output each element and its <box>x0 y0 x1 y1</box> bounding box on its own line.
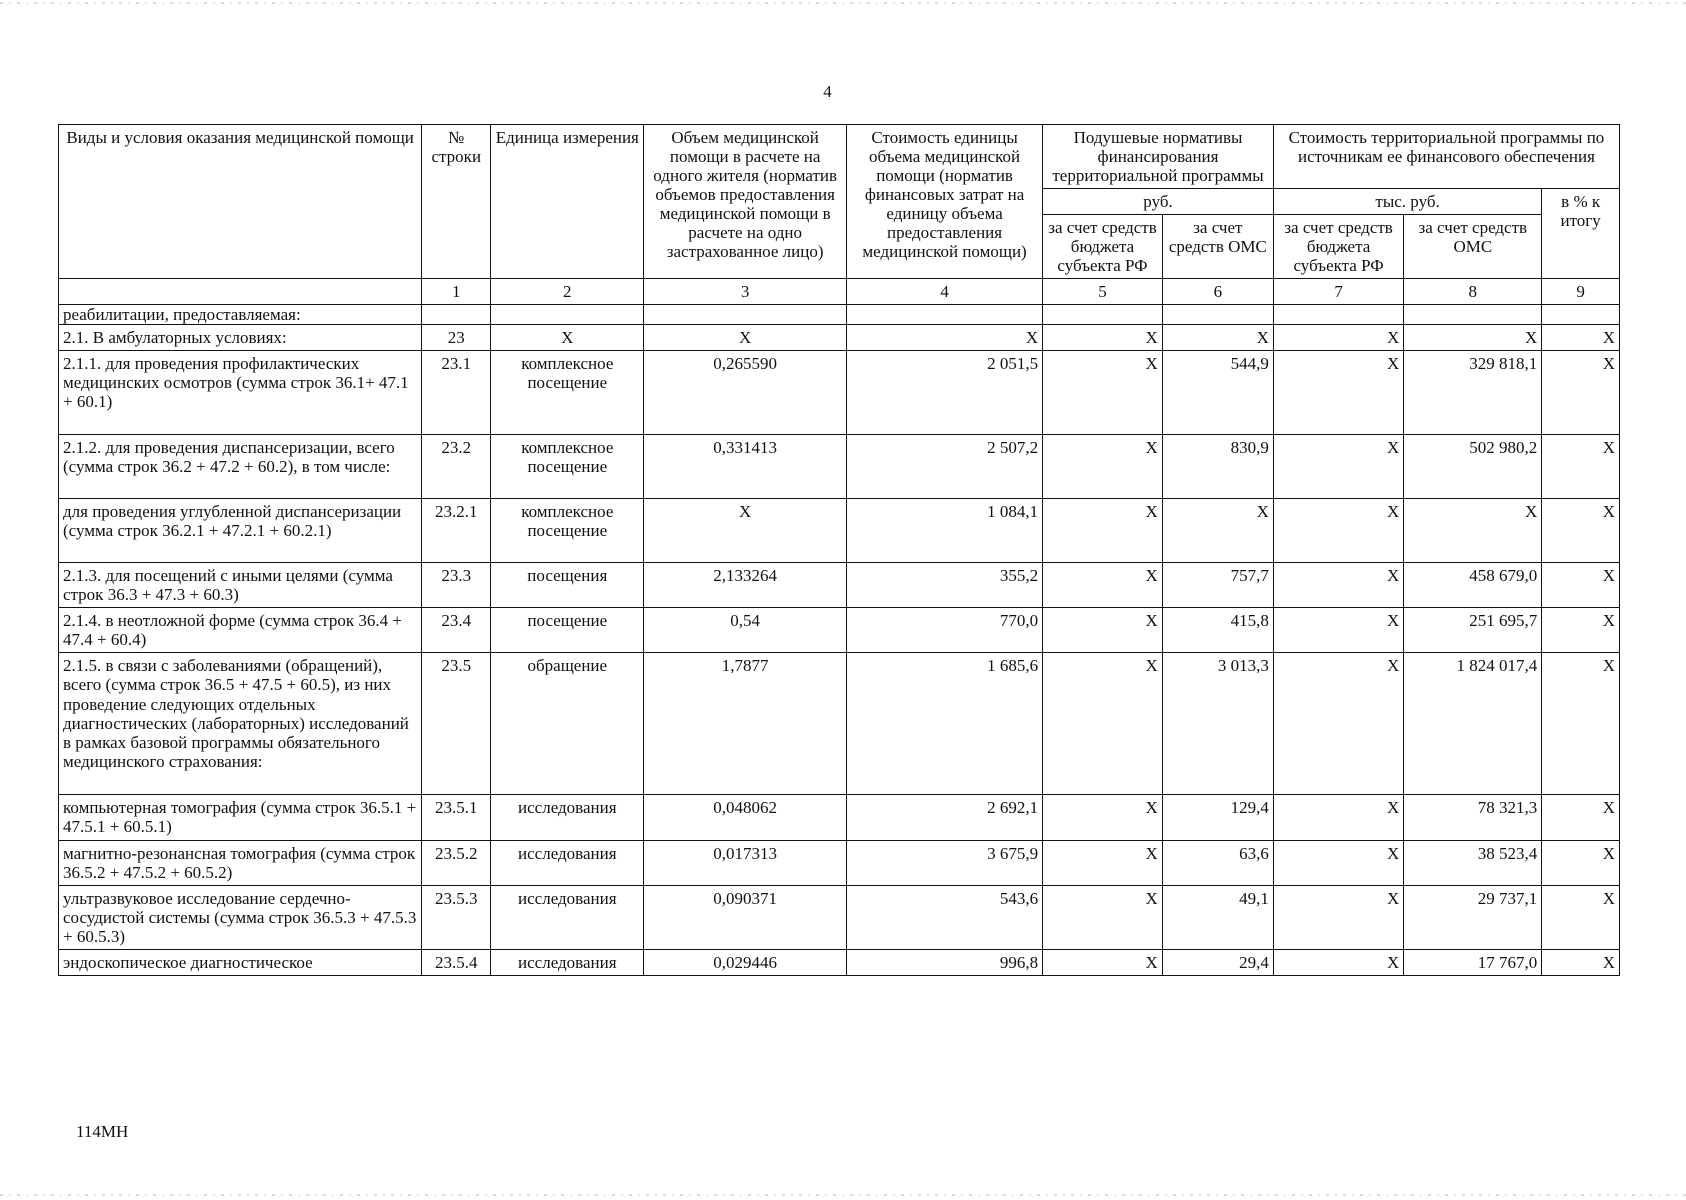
cell-budget-rf-rub <box>1043 305 1163 325</box>
cell-unit: исследования <box>491 885 644 949</box>
funding-table <box>58 124 1620 976</box>
cell-row-no: 23.1 <box>422 351 491 435</box>
cell-budget-rf-thousand: Х <box>1273 885 1403 949</box>
cell-volume: 0,017313 <box>644 840 847 885</box>
cell-oms-rub: 757,7 <box>1162 563 1273 608</box>
cell-row-no: 23.5.2 <box>422 840 491 885</box>
cell-budget-rf-rub: Х <box>1043 325 1163 351</box>
table-row <box>59 840 1620 885</box>
table-row <box>59 351 1620 435</box>
col-number: 9 <box>1542 279 1620 305</box>
cell-budget-rf-thousand: Х <box>1273 840 1403 885</box>
cell-unit: исследования <box>491 840 644 885</box>
table-row <box>59 608 1620 653</box>
cell-type: реабилитации, предоставляемая: <box>59 305 422 325</box>
cell-oms-thousand: 251 695,7 <box>1404 608 1542 653</box>
cell-budget-rf-rub: Х <box>1043 499 1163 563</box>
cell-pct-of-total: Х <box>1542 563 1620 608</box>
col-number: 2 <box>491 279 644 305</box>
cell-budget-rf-thousand: Х <box>1273 435 1403 499</box>
cell-row-no: 23 <box>422 325 491 351</box>
cell-unit-cost: 2 507,2 <box>846 435 1042 499</box>
col-number: 8 <box>1404 279 1542 305</box>
cell-unit: комплексное посещение <box>491 499 644 563</box>
cell-oms-thousand: 38 523,4 <box>1404 840 1542 885</box>
table-row <box>59 563 1620 608</box>
cell-type: 2.1.2. для проведения диспансеризации, всего (сумма строк 36.2 + 47.2 + 60.2), в том числе: <box>59 435 422 499</box>
cell-budget-rf-rub: Х <box>1043 949 1163 975</box>
header-oms-8: за счет средств ОМС <box>1404 215 1542 279</box>
cell-type: компьютерная томография (сумма строк 36.5.1 + 47.5.1 + 60.5.1) <box>59 795 422 840</box>
cell-volume: 0,331413 <box>644 435 847 499</box>
cell-unit-cost: 355,2 <box>846 563 1042 608</box>
cell-oms-thousand: 29 737,1 <box>1404 885 1542 949</box>
cell-oms-thousand: Х <box>1404 325 1542 351</box>
cell-budget-rf-rub: Х <box>1043 840 1163 885</box>
header-per-capita-group: Подушевые нормативы финансирования территориальной программы <box>1043 125 1274 189</box>
cell-pct-of-total: Х <box>1542 325 1620 351</box>
cell-pct-of-total: Х <box>1542 795 1620 840</box>
cell-budget-rf-rub: Х <box>1043 563 1163 608</box>
header-types: Виды и условия оказания медицинской помощи <box>59 125 422 279</box>
cell-unit-cost: 996,8 <box>846 949 1042 975</box>
cell-oms-rub: 29,4 <box>1162 949 1273 975</box>
cell-budget-rf-thousand <box>1273 305 1403 325</box>
col-number: 5 <box>1043 279 1163 305</box>
cell-budget-rf-thousand: Х <box>1273 653 1403 795</box>
cell-unit-cost: 1 084,1 <box>846 499 1042 563</box>
header-unit-rub: руб. <box>1043 189 1274 215</box>
header-cost-total-group: Стоимость территориальной программы по источникам ее финансового обеспечения <box>1273 125 1619 189</box>
header-budget-rf-5: за счет средств бюджета субъекта РФ <box>1043 215 1163 279</box>
cell-oms-rub: 63,6 <box>1162 840 1273 885</box>
column-number-row <box>59 279 1620 305</box>
cell-oms-rub: Х <box>1162 499 1273 563</box>
cell-unit-cost: 2 051,5 <box>846 351 1042 435</box>
col-number: 3 <box>644 279 847 305</box>
cell-row-no: 23.5.1 <box>422 795 491 840</box>
cell-row-no: 23.2.1 <box>422 499 491 563</box>
cell-oms-thousand: 1 824 017,4 <box>1404 653 1542 795</box>
cell-volume: 0,54 <box>644 608 847 653</box>
cell-oms-rub: 129,4 <box>1162 795 1273 840</box>
cell-pct-of-total: Х <box>1542 840 1620 885</box>
cell-unit <box>491 305 644 325</box>
cell-unit-cost: Х <box>846 325 1042 351</box>
cell-pct-of-total: Х <box>1542 885 1620 949</box>
cell-oms-rub: 3 013,3 <box>1162 653 1273 795</box>
cell-unit: комплексное посещение <box>491 435 644 499</box>
cell-type: магнитно-резонансная томография (сумма строк 36.5.2 + 47.5.2 + 60.5.2) <box>59 840 422 885</box>
header-oms-6: за счет средств ОМС <box>1162 215 1273 279</box>
col-number: 7 <box>1273 279 1403 305</box>
cell-oms-thousand <box>1404 305 1542 325</box>
cell-volume: 0,048062 <box>644 795 847 840</box>
table-row <box>59 305 1620 325</box>
col-number: 4 <box>846 279 1042 305</box>
cell-oms-rub: Х <box>1162 325 1273 351</box>
cell-budget-rf-thousand: Х <box>1273 563 1403 608</box>
cell-oms-rub <box>1162 305 1273 325</box>
cell-budget-rf-rub: Х <box>1043 608 1163 653</box>
cell-row-no: 23.4 <box>422 608 491 653</box>
cell-unit: посещение <box>491 608 644 653</box>
cell-budget-rf-rub: Х <box>1043 885 1163 949</box>
cell-type: 2.1.5. в связи с заболеваниями (обращений), всего (сумма строк 36.5 + 47.5 + 60.5), из них проведение следующих отдельных диагностических (лабораторных) исследований в рамках базовой программы обязательного медицинского страхования: <box>59 653 422 795</box>
header-row-no: № строки <box>422 125 491 279</box>
cell-unit-cost: 770,0 <box>846 608 1042 653</box>
cell-volume: Х <box>644 325 847 351</box>
col-number <box>59 279 422 305</box>
header-unit-thousand-rub: тыс. руб. <box>1273 189 1541 215</box>
cell-oms-thousand: Х <box>1404 499 1542 563</box>
cell-oms-rub: 830,9 <box>1162 435 1273 499</box>
cell-type: 2.1.1. для проведения профилактических медицинских осмотров (сумма строк 36.1+ 47.1 + 60.1) <box>59 351 422 435</box>
cell-budget-rf-rub: Х <box>1043 351 1163 435</box>
table-row <box>59 499 1620 563</box>
table-row <box>59 885 1620 949</box>
cell-oms-thousand: 502 980,2 <box>1404 435 1542 499</box>
cell-budget-rf-thousand: Х <box>1273 325 1403 351</box>
cell-unit-cost <box>846 305 1042 325</box>
cell-volume: Х <box>644 499 847 563</box>
cell-pct-of-total: Х <box>1542 435 1620 499</box>
cell-pct-of-total <box>1542 305 1620 325</box>
cell-unit: обращение <box>491 653 644 795</box>
cell-oms-rub: 544,9 <box>1162 351 1273 435</box>
cell-unit: исследования <box>491 795 644 840</box>
table-row <box>59 653 1620 795</box>
cell-oms-rub: 49,1 <box>1162 885 1273 949</box>
cell-pct-of-total: Х <box>1542 949 1620 975</box>
cell-pct-of-total: Х <box>1542 499 1620 563</box>
scan-artifact-top <box>0 2 1686 4</box>
cell-pct-of-total: Х <box>1542 608 1620 653</box>
cell-pct-of-total: Х <box>1542 351 1620 435</box>
cell-unit-cost: 2 692,1 <box>846 795 1042 840</box>
cell-oms-rub: 415,8 <box>1162 608 1273 653</box>
cell-oms-thousand: 329 818,1 <box>1404 351 1542 435</box>
table-row <box>59 949 1620 975</box>
scan-artifact-bottom <box>0 1194 1686 1196</box>
col-number: 6 <box>1162 279 1273 305</box>
cell-volume: 1,7877 <box>644 653 847 795</box>
cell-unit: исследования <box>491 949 644 975</box>
cell-volume <box>644 305 847 325</box>
col-number: 1 <box>422 279 491 305</box>
cell-budget-rf-rub: Х <box>1043 795 1163 840</box>
cell-unit-cost: 3 675,9 <box>846 840 1042 885</box>
cell-type: 2.1.4. в неотложной форме (сумма строк 36.4 + 47.4 + 60.4) <box>59 608 422 653</box>
header-volume: Объем медицинской помощи в расчете на одного жителя (норматив объемов предоставления медицинской помощи в расчете на одно застрахованное лицо) <box>644 125 847 279</box>
cell-unit-cost: 543,6 <box>846 885 1042 949</box>
cell-budget-rf-thousand: Х <box>1273 608 1403 653</box>
cell-budget-rf-thousand: Х <box>1273 499 1403 563</box>
table-row <box>59 435 1620 499</box>
header-pct-of-total: в % к итогу <box>1542 189 1620 279</box>
cell-row-no: 23.2 <box>422 435 491 499</box>
cell-volume: 2,133264 <box>644 563 847 608</box>
header-budget-rf-7: за счет средств бюджета субъекта РФ <box>1273 215 1403 279</box>
cell-pct-of-total: Х <box>1542 653 1620 795</box>
cell-budget-rf-thousand: Х <box>1273 795 1403 840</box>
header-unit: Единица измерения <box>491 125 644 279</box>
cell-type: ультразвуковое исследование сердечно-сосудистой системы (сумма строк 36.5.3 + 47.5.3 + 60.5.3) <box>59 885 422 949</box>
cell-unit: Х <box>491 325 644 351</box>
cell-oms-thousand: 17 767,0 <box>1404 949 1542 975</box>
cell-row-no: 23.5.4 <box>422 949 491 975</box>
document-code: 114МН <box>76 1122 129 1141</box>
cell-type: эндоскопическое диагностическое <box>59 949 422 975</box>
cell-row-no: 23.5 <box>422 653 491 795</box>
cell-type: 2.1.3. для посещений с иными целями (сумма строк 36.3 + 47.3 + 60.3) <box>59 563 422 608</box>
cell-type: для проведения углубленной диспансеризации (сумма строк 36.2.1 + 47.2.1 + 60.2.1) <box>59 499 422 563</box>
cell-budget-rf-rub: Х <box>1043 653 1163 795</box>
cell-row-no: 23.3 <box>422 563 491 608</box>
cell-budget-rf-thousand: Х <box>1273 949 1403 975</box>
table-row <box>59 795 1620 840</box>
cell-volume: 0,090371 <box>644 885 847 949</box>
page-number: 4 <box>823 82 832 101</box>
cell-row-no: 23.5.3 <box>422 885 491 949</box>
cell-volume: 0,029446 <box>644 949 847 975</box>
cell-row-no <box>422 305 491 325</box>
header-unit-cost: Стоимость единицы объема медицинской помощи (норматив финансовых затрат на единицу объема предоставления медицинской помощи) <box>846 125 1042 279</box>
cell-unit-cost: 1 685,6 <box>846 653 1042 795</box>
table-row <box>59 325 1620 351</box>
cell-unit: комплексное посещение <box>491 351 644 435</box>
cell-volume: 0,265590 <box>644 351 847 435</box>
cell-unit: посещения <box>491 563 644 608</box>
cell-budget-rf-rub: Х <box>1043 435 1163 499</box>
cell-oms-thousand: 458 679,0 <box>1404 563 1542 608</box>
cell-type: 2.1. В амбулаторных условиях: <box>59 325 422 351</box>
cell-budget-rf-thousand: Х <box>1273 351 1403 435</box>
cell-oms-thousand: 78 321,3 <box>1404 795 1542 840</box>
